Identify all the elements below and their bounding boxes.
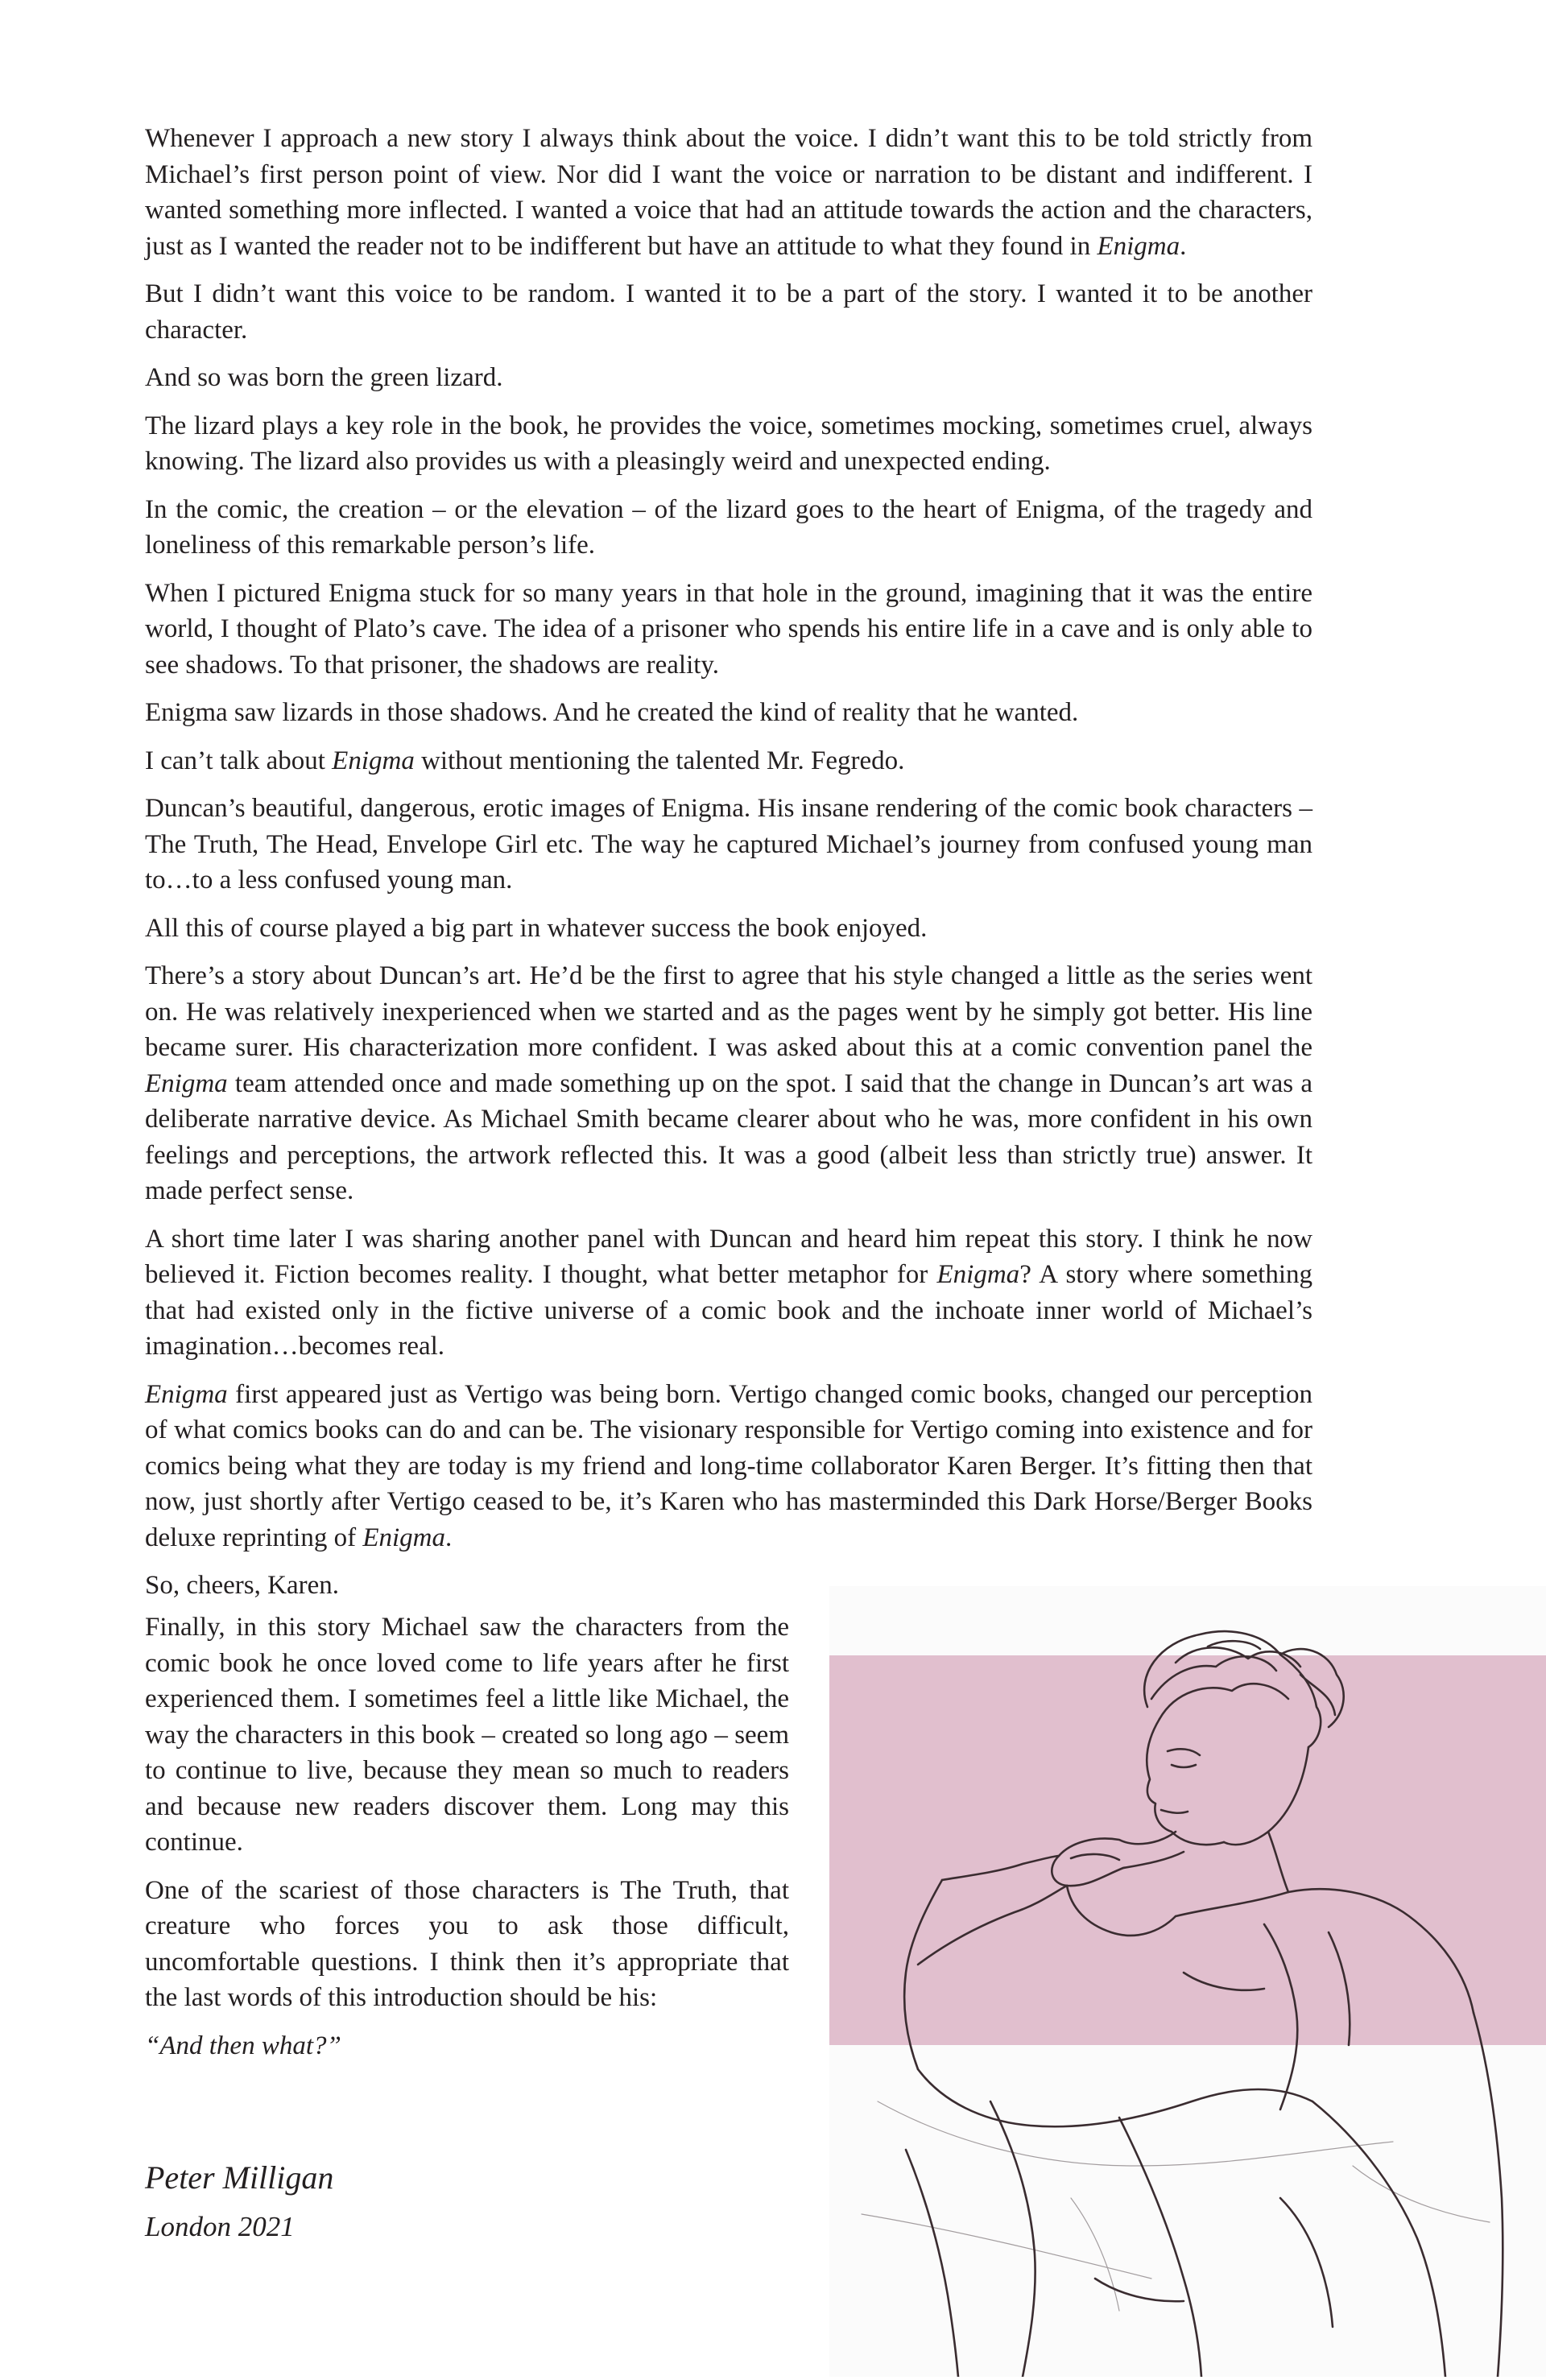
introduction-text: [145, 121, 1312, 1616]
text-run: All this of course played a big part in whatever success the book enjoyed.: [145, 913, 928, 943]
paragraph: [145, 1873, 789, 2016]
pink-highlight-band: [829, 1655, 1546, 2045]
text-run: without mentioning the talented Mr. Fegredo.: [414, 746, 905, 775]
italic-title: Enigma: [362, 1523, 446, 1552]
text-run: One of the scariest of those characters is The Truth, that creature who forces you to ask those difficult, uncomfortable questions. I think then it’s appropriate that the last words of this introduction should be his:: [145, 1875, 789, 2012]
text-run: .: [1180, 231, 1187, 261]
italic-title: Enigma: [145, 1068, 228, 1098]
paragraph: [145, 492, 1312, 564]
text-run: I can’t talk about: [145, 746, 333, 775]
text-run: Duncan’s beautiful, dangerous, erotic images of Enigma. His insane rendering of the comic book characters – The Truth, The Head, Envelope Girl etc. The way he captured Michael’s journey from confused young man to…to a less confused young man.: [145, 794, 1312, 895]
text-run: .: [445, 1523, 453, 1552]
italic-title: Enigma: [332, 746, 415, 775]
closing-text: [145, 1609, 789, 2076]
paragraph: [145, 121, 1312, 264]
paragraph: [145, 360, 1312, 396]
text-run: A short time later I was sharing another panel with Duncan and heard him repeat this story. I think he now believed it. Fiction becomes reality. I thought, what better metaphor for: [145, 1224, 1312, 1289]
paragraph: [145, 695, 1312, 731]
author-name: Peter Milligan: [145, 2159, 334, 2196]
text-run: But I didn’t want this voice to be random. I wanted it to be a part of the story. I wanted it to be another character.: [145, 279, 1312, 345]
italic-title: Enigma: [936, 1260, 1020, 1289]
paragraph: [145, 958, 1312, 1209]
paragraph: [145, 1609, 789, 1861]
text-run: Enigma saw lizards in those shadows. And he created the kind of reality that he wanted.: [145, 698, 1079, 727]
text-run: first appeared just as Vertigo was being born. Vertigo changed comic books, changed our perception of what comics books can do and can be. The visionary responsible for Vertigo coming into existence and for comics being what they are today is my friend and long-time collaborator Karen Berger. It’s fitting then that now, just shortly after Vertigo ceased to be, it’s Karen who has masterminded this Dark Horse/Berger Books deluxe reprinting of: [145, 1379, 1312, 1552]
sketch-illustration: [829, 1586, 1546, 2377]
paragraph: [145, 791, 1312, 899]
paragraph: [145, 911, 1312, 947]
place-and-year: London 2021: [145, 2211, 295, 2242]
text-run: ? A story where something that had existed only in the fictive universe of a comic book and the inchoate inner world of Michael’s imagination…becomes real.: [145, 1260, 1312, 1361]
text-run: team attended once and made something up on the spot. I said that the change in Duncan’s art was a deliberate narrative device. As Michael Smith became clearer about who he was, more confident in his own feelings and perceptions, the artwork reflected this. It was a good (albeit less than strictly true) answer. It made perfect sense.: [145, 1068, 1312, 1205]
text-run: In the comic, the creation – or the elevation – of the lizard goes to the heart of Enigma, of the tragedy and loneliness of this remarkable person’s life.: [145, 494, 1312, 560]
text-run: When I pictured Enigma stuck for so many years in that hole in the ground, imagining that it was the entire world, I thought of Plato’s cave. The idea of a prisoner who spends his entire life in a cave and is only able to see shadows. To that prisoner, the shadows are reality.: [145, 578, 1312, 680]
text-run: And so was born the green lizard.: [145, 363, 503, 392]
paragraph: [145, 576, 1312, 684]
text-run: The lizard plays a key role in the book, he provides the voice, sometimes mocking, sometimes cruel, always knowing. The lizard also provides us with a pleasingly weird and unexpected ending.: [145, 411, 1312, 476]
text-run: Finally, in this story Michael saw the characters from the comic book he once loved come to life years after he first experienced them. I sometimes feel a little like Michael, the way the characters in this book – created so long ago – seem to continue to live, because they mean so much to readers and because new readers discover them. Long may this continue.: [145, 1613, 789, 1857]
paragraph: [145, 276, 1312, 348]
paragraph: [145, 408, 1312, 480]
italic-title: Enigma: [145, 1379, 228, 1409]
italic-title: Enigma: [1097, 231, 1180, 261]
paragraph: [145, 1377, 1312, 1556]
text-run: Whenever I approach a new story I always think about the voice. I didn’t want this to be told strictly from Michael’s first person point of view. Nor did I want the voice or narration to be distant and indifferent. I wanted something more inflected. I wanted a voice that had an attitude towards the action and the characters, just as I wanted the reader not to be indifferent but have an attitude to what they found in: [145, 124, 1312, 261]
author-signature: [145, 2158, 333, 2246]
text-run: So, cheers, Karen.: [145, 1571, 339, 1600]
text-run: There’s a story about Duncan’s art. He’d be the first to agree that his style changed a little as the series went on. He was relatively inexperienced when we started and as the pages went by he simply got better. His line became surer. His characterization more confident. I was asked about this at a comic convention panel the: [145, 961, 1312, 1062]
paragraph: [145, 743, 1312, 779]
closing-quote: “And then what?”: [145, 2031, 341, 2060]
sketch-drawing: [829, 1586, 1546, 2377]
paragraph: [145, 1221, 1312, 1365]
